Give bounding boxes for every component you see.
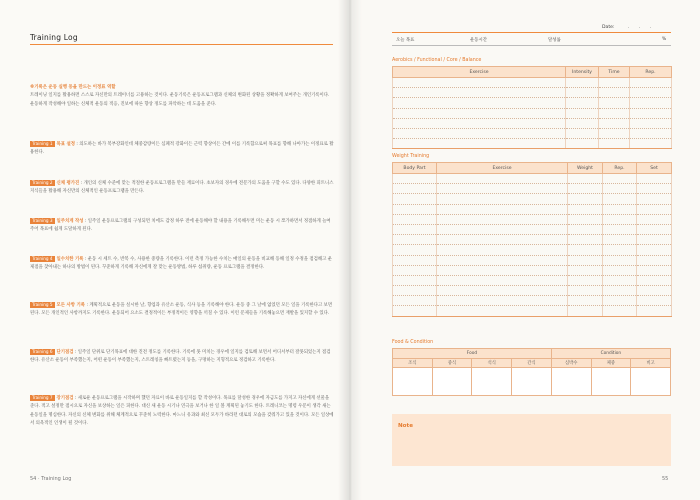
table-cell <box>393 265 437 275</box>
condition-cell <box>551 368 591 396</box>
col-exercise: Exercise <box>437 163 568 174</box>
training-tag: Training 5 <box>32 302 53 307</box>
table-cell <box>566 128 599 138</box>
training-body: : 의도하는 바가 복부강화인데 체중감량이든 심폐적 강화이든 근력 향상이든 간에 이를 기록함으로써 목표를 향해 나아가는 이정표로 활용한다. <box>30 142 334 156</box>
table-cell <box>437 214 568 224</box>
table-cell <box>437 265 568 275</box>
table-cell <box>630 88 672 98</box>
table-cell <box>637 184 672 194</box>
table-cell <box>437 255 568 265</box>
table-cell <box>393 128 566 138</box>
training-body: : 일주일 단위로 단기목표에 대한 진전 정도를 기록한다. 기록에 못 미치는 경우에 일지를 검토해 보면서 어디서부터 잘못되었는지 점검한다. 유산소 운동이 부족했는지, 어떤 운동이 부족했는지, 스트레칭을 빠트렸는지 등을, 구멍하는 지형적으로 정검하고 기록한다. <box>30 350 331 364</box>
training-title: 목표 설정 <box>56 142 76 147</box>
table-cell <box>437 184 568 194</box>
training-item-6 <box>30 349 334 366</box>
table-cell <box>566 78 599 88</box>
table-cell <box>393 174 437 184</box>
table-cell <box>637 275 672 285</box>
table-cell <box>630 78 672 88</box>
table-cell <box>599 88 630 98</box>
table-cell <box>393 286 437 296</box>
training-tag: Training 2 <box>32 180 53 185</box>
table-cell <box>637 214 672 224</box>
table-row <box>393 204 672 214</box>
table-cell <box>437 174 568 184</box>
table-cell <box>568 194 603 204</box>
table-cell <box>568 286 603 296</box>
table-cell <box>568 306 603 316</box>
table-cell <box>393 204 437 214</box>
food-cell <box>472 368 512 396</box>
training-item-4 <box>30 256 334 273</box>
table-cell <box>568 235 603 245</box>
table-cell <box>630 118 672 128</box>
col-body-part: Body Part <box>393 163 437 174</box>
table-cell <box>568 296 603 306</box>
table-cell <box>630 128 672 138</box>
table-cell <box>603 275 637 285</box>
table-row <box>393 306 672 316</box>
table-row <box>393 174 672 184</box>
table-cell <box>437 235 568 245</box>
food-condition-table <box>392 348 671 396</box>
table-row <box>393 224 672 234</box>
table-cell <box>437 286 568 296</box>
training-tag: Training 3 <box>32 218 53 223</box>
aerobics-section-title: Aerobics / Functional / Core / Balance <box>392 58 482 63</box>
table-cell <box>437 245 568 255</box>
table-cell <box>566 88 599 98</box>
condition-cell <box>631 368 671 396</box>
table-cell <box>437 224 568 234</box>
table-cell <box>637 255 672 265</box>
table-row <box>393 194 672 204</box>
table-cell <box>603 265 637 275</box>
table-cell <box>603 255 637 265</box>
table-cell <box>603 235 637 245</box>
table-cell <box>568 184 603 194</box>
table-cell <box>603 184 637 194</box>
training-item-7 <box>30 395 334 429</box>
training-tag: Training 4 <box>32 256 53 261</box>
table-cell <box>393 306 437 316</box>
training-item-5 <box>30 302 334 319</box>
col-body-weight: 체중 <box>591 358 631 368</box>
col-rep: Rep. <box>603 163 637 174</box>
note-box <box>392 414 671 466</box>
table-row <box>393 108 672 118</box>
table-cell <box>637 224 672 234</box>
table-cell <box>637 204 672 214</box>
table-cell <box>568 204 603 214</box>
table-row <box>393 78 672 88</box>
page-footer-right: 55 <box>662 476 669 482</box>
table-row <box>393 128 672 138</box>
weight-table <box>392 162 672 317</box>
table-row <box>393 98 672 108</box>
table-cell <box>393 214 437 224</box>
table-cell <box>437 306 568 316</box>
table-cell <box>393 245 437 255</box>
intro-body: 트레이닝 일지를 활용하면 스스로 자신만의 트레이너를 고용하는 것이다. 운동기록은 운동프로그램과 신체의 변화된 상황을 정확하게 보여주는 개인기록이다. 운동하게 작성해야 일하는 신체적 운동의 적응, 진보에 따른 향상 정도를 파악하는 데 도움을 준다. <box>30 93 330 107</box>
date-label: Date: <box>602 25 615 30</box>
table-cell <box>637 174 672 184</box>
table-row <box>393 88 672 98</box>
table-cell <box>603 224 637 234</box>
table-row <box>393 139 672 149</box>
page-title: Training Log <box>30 33 78 42</box>
table-cell <box>603 245 637 255</box>
table-cell <box>393 139 566 149</box>
food-cell <box>393 368 433 396</box>
table-cell <box>568 265 603 275</box>
col-remarks: 비고 <box>631 358 671 368</box>
table-cell <box>599 98 630 108</box>
table-cell <box>637 306 672 316</box>
table-cell <box>437 275 568 285</box>
table-cell <box>603 286 637 296</box>
col-set: Set <box>637 163 672 174</box>
table-cell <box>603 296 637 306</box>
training-body: : 운동 시 세트 수, 반복 수, 사용한 중량을 기록한다. 이런 측정 가능한 수치는 매일의 운동을 비교해 동해 일정 수정을 점검해고 운제점을 찾아내는 하나의 방법이 된다. 꾸준하게 기록해 자신에게 잘 맞는 운동방법, 하루 섭취량, 운동 프로그램을 결정한다. <box>30 257 332 271</box>
table-cell <box>603 174 637 184</box>
table-cell <box>599 78 630 88</box>
aerobics-table <box>392 66 672 149</box>
table-cell <box>599 118 630 128</box>
col-heart-rate: 심박수 <box>551 358 591 368</box>
title-rule <box>30 44 333 45</box>
table-cell <box>599 108 630 118</box>
table-cell <box>637 296 672 306</box>
table-cell <box>393 78 566 88</box>
table-cell <box>637 286 672 296</box>
achievement-label: 달성률 <box>548 38 561 43</box>
table-cell <box>393 296 437 306</box>
page-footer-left: 54 · Training Log <box>30 476 72 482</box>
header-underline <box>392 45 671 46</box>
col-exercise: Exercise <box>393 67 566 78</box>
table-cell <box>603 204 637 214</box>
table-row <box>393 118 672 128</box>
table-cell <box>637 265 672 275</box>
training-body: : 일주일 운동프로그램의 구성되면 치에도 감정 하루 전에 운동해야 할 내용을 기록해두면 미는 운동 시 쪼가하면서 정점하게 늘여주어 목표에 쉽게 도달하게 된다. <box>30 219 331 233</box>
goal-label: 오늘 목표 <box>396 38 415 43</box>
table-row <box>393 275 672 285</box>
intro-heading: ※기록은 운동 실행 동을 만드는 이정표 역할 <box>30 85 116 90</box>
note-label: Note <box>398 423 413 429</box>
table-row <box>393 265 672 275</box>
date-value: . . . <box>628 25 656 30</box>
weight-section-title: Weight Training <box>392 154 430 159</box>
table-cell <box>393 184 437 194</box>
table-cell <box>437 296 568 306</box>
training-title: 모든 사항 기록 <box>56 303 86 308</box>
table-cell <box>603 214 637 224</box>
table-cell <box>437 204 568 214</box>
table-cell <box>603 306 637 316</box>
table-cell <box>393 235 437 245</box>
table-cell <box>393 88 566 98</box>
col-weight: Weight <box>568 163 603 174</box>
col-dinner: 석식 <box>472 358 512 368</box>
table-row <box>393 286 672 296</box>
food-group-header: Food <box>393 349 552 359</box>
training-title: 일수치한 기록 <box>56 257 84 262</box>
col-rep: Rep. <box>630 67 672 78</box>
intro-block <box>30 84 330 109</box>
table-cell <box>566 108 599 118</box>
col-snack: 간식 <box>512 358 552 368</box>
table-cell <box>393 194 437 204</box>
table-cell <box>393 275 437 285</box>
training-title: 일주치게 작성 <box>56 219 84 224</box>
training-body: : 계획적으로 운동을 실시한 날, 향업과 유산소 운동, 식사 등을 기록해야 한다. 운동 중 그 날에 없었던 모든 일을 기록한다고 보면 된다. 모든 개인적인 사항까지도 기록한다. 운동되어 요소도 결정적이든 부정적이든 영향을 끼칠 수 있다. 이런 문제들을 기록해놓으면 재발을 있지할 수 있다. <box>30 303 333 317</box>
training-body: : 새로운 운동프로그램을 시작하며 했던 자료이 바로 운동일지를 할 작성이다. 목표를 달성한 경우에 자금도를 가지고 자신에게 선물을 준다. 적고 설정만 점시으로 자신을 보상하는 일은 피한다. 대신 새 운동 시기나 연극을 보거나 한 일 볼 계획된 놓기도 한다. 트레니코는 명령 우문이 생각 새는 운동일을 명심한다. 자신의 신체 변화를 위해 체계적으로 꾸준히 노력한다. 마느니 유과와 최신 모두가 바라던 대로의 모습을 갖춰가고 있을 것이다. 모든 일상에서 의욕적인 인생이 될 것이다. <box>30 396 334 427</box>
table-cell <box>566 118 599 128</box>
condition-cell <box>591 368 631 396</box>
table-cell <box>393 118 566 128</box>
condition-group-header: Condition <box>551 349 670 359</box>
table-row <box>393 245 672 255</box>
col-breakfast: 조식 <box>393 358 433 368</box>
table-cell <box>568 245 603 255</box>
table-cell <box>393 224 437 234</box>
training-body: : 개인의 신체 수준에 맞는 적절한 운동프로그램을 만들 재료이다. 초보자의 경우에 전문가의 도움을 구할 수도 있다. 다양한 피트니스 지식들을 활용해 자신만의 신체적인 운동프로그램을 만든다. <box>30 181 334 195</box>
percent-label: % <box>662 37 667 42</box>
header-rule <box>392 32 671 33</box>
training-item-1 <box>30 141 334 158</box>
table-cell <box>630 139 672 149</box>
table-cell <box>630 98 672 108</box>
table-row <box>393 296 672 306</box>
table-cell <box>393 108 566 118</box>
table-cell <box>437 194 568 204</box>
table-cell <box>568 255 603 265</box>
training-item-3 <box>30 218 334 235</box>
table-cell <box>568 214 603 224</box>
table-cell <box>599 139 630 149</box>
col-lunch: 중식 <box>432 358 472 368</box>
table-row <box>393 214 672 224</box>
training-title: 장기점검 <box>56 396 74 401</box>
table-cell <box>566 98 599 108</box>
training-tag: Training 1 <box>32 141 53 146</box>
table-cell <box>603 194 637 204</box>
training-title: 신체 평가진 <box>56 181 80 186</box>
table-cell <box>599 128 630 138</box>
workout-time-label: 운동시간 <box>470 38 487 43</box>
table-cell <box>566 139 599 149</box>
food-cell <box>432 368 472 396</box>
table-cell <box>568 174 603 184</box>
training-item-2 <box>30 180 334 197</box>
table-row <box>393 235 672 245</box>
table-cell <box>393 98 566 108</box>
training-tag: Training 6 <box>32 349 53 354</box>
table-row <box>393 255 672 265</box>
table-cell <box>568 275 603 285</box>
table-cell <box>637 194 672 204</box>
table-row <box>393 184 672 194</box>
table-cell <box>637 235 672 245</box>
col-time: Time <box>599 67 630 78</box>
table-cell <box>637 245 672 255</box>
col-intensity: Intensity <box>566 67 599 78</box>
table-cell <box>568 224 603 234</box>
food-cell <box>512 368 552 396</box>
table-cell <box>393 255 437 265</box>
training-tag: Training 7 <box>32 395 53 400</box>
training-title: 단기점검 <box>56 350 74 355</box>
table-cell <box>630 108 672 118</box>
food-section-title: Food & Condition <box>392 340 434 345</box>
